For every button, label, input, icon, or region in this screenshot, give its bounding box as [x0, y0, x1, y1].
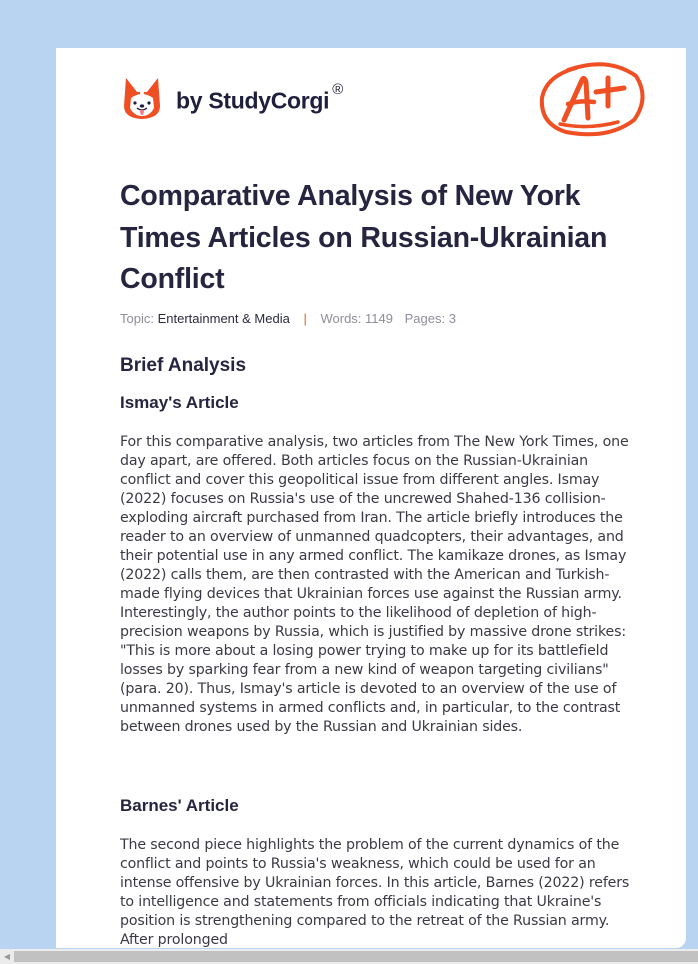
- horizontal-scrollbar[interactable]: [0, 949, 698, 964]
- corgi-icon: [122, 76, 162, 120]
- section-heading-ismay: Ismay's Article: [120, 393, 239, 412]
- scrollbar-thumb[interactable]: [14, 951, 698, 962]
- registered-mark: ®: [332, 81, 344, 99]
- a-plus-grade-icon: [538, 58, 648, 142]
- page-count: Pages: 3: [404, 311, 456, 326]
- document-meta: [120, 311, 456, 326]
- scroll-left-arrow-icon[interactable]: ◀: [3, 952, 11, 961]
- paragraph-ismay: For this comparative analysis, two articles from The New York Times, one day apart, are offered. Both articles focus on the Russian-Ukrainian conflict and cover this geopolitical issue from different angles. Ismay (2022) focuses on Russia's use of the uncrewed Shahed-136 collision-exploding aircraft purchased from Iran. The article briefly introduces the reader to an overview of unmanned quadcopters, their advantages, and their potential use in any armed conflict. The kamikaze drones, as Ismay (2022) calls them, are then contrasted with the American and Turkish-made flying devices that Ukrainian forces use against the Russian army. Interestingly, the author points to the likelihood of depletion of high-precision weapons by Russia, which is justified by massive drone strikes: "This is more about a losing power trying to make up for its battlefield losses by sparking fear from a new kind of weapon targeting civilians" (para. 20). Thus, Ismay's article is devoted to an overview of the use of unmanned systems in armed conflicts and, in particular, to the contrast between drones used by the Russian and Ukrainian sides.: [120, 434, 629, 735]
- topic-link[interactable]: Entertainment & Media: [157, 311, 290, 326]
- studycorgi-logo[interactable]: [122, 76, 343, 120]
- paragraph-barnes: The second piece highlights the problem of the current dynamics of the conflict and points to Russia's weakness, which could be used for an intense offensive by Ukrainian forces. In this article, Barnes (2022) refers to intelligence and statements from officials indicating that Ukraine's position is strengthening compared to the retreat of the Russian army. After prolonged: [120, 837, 630, 948]
- document-title: Comparative Analysis of New York Times Articles on Russian-Ukrainian Conflict: [120, 180, 608, 295]
- word-count: Words: 1149: [320, 311, 393, 326]
- section-heading-brief-analysis: Brief Analysis: [120, 355, 247, 376]
- brand-name: [176, 81, 344, 115]
- document-page: [56, 48, 686, 948]
- topic-label: Topic:: [120, 311, 154, 326]
- section-heading-barnes: Barnes' Article: [120, 796, 239, 815]
- brand-text: by StudyCorgi: [176, 87, 330, 114]
- meta-separator: |: [303, 311, 307, 326]
